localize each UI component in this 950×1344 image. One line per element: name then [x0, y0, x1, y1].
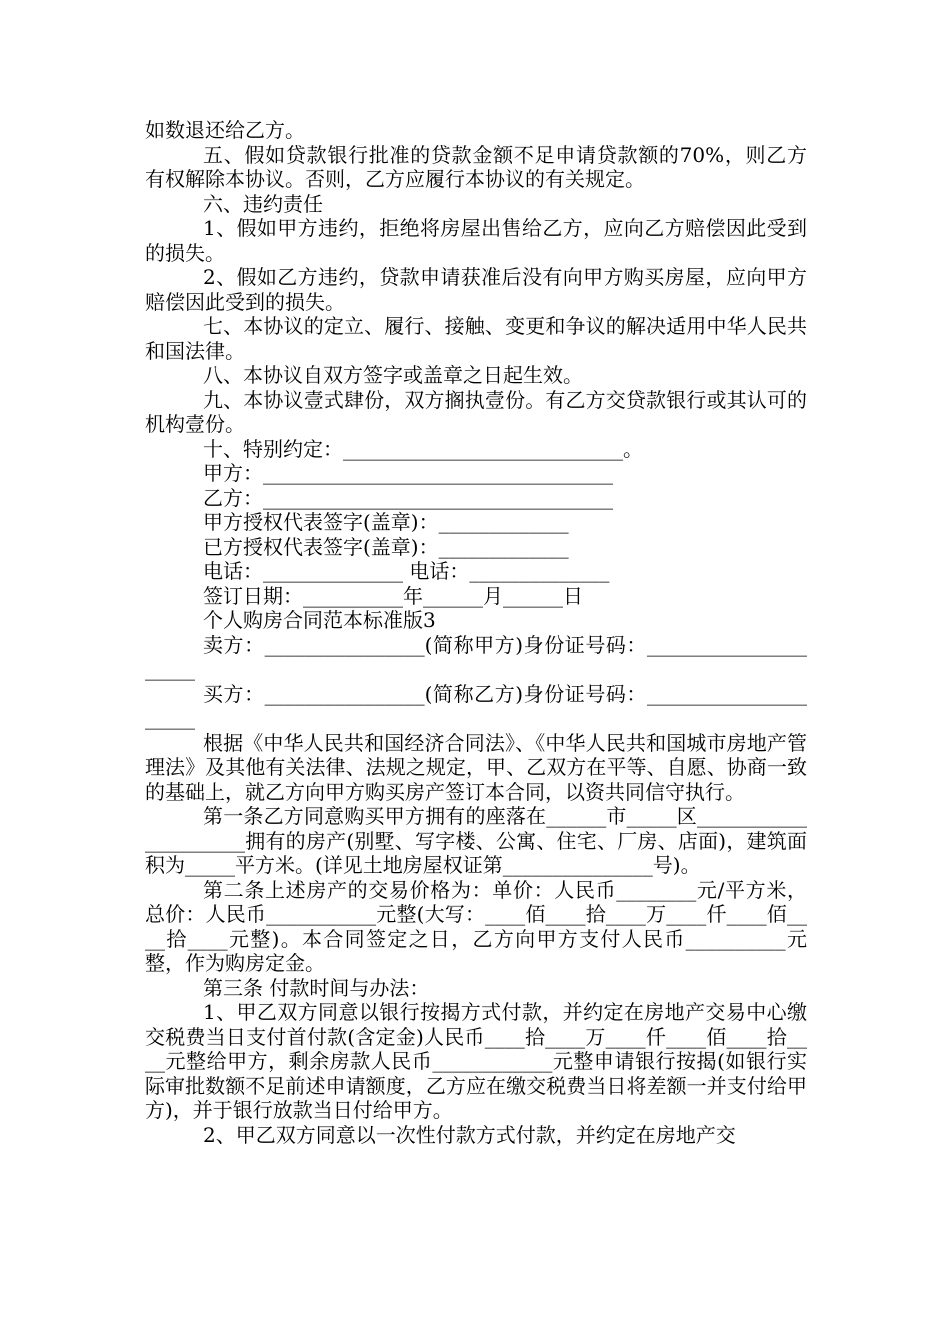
- field-party-b-signature: 已方授权代表签字(盖章)：_____________: [203, 534, 569, 559]
- paragraph-article-2: 第二条上述房产的交易价格为：单价：人民币________元/平方米，总价：人民币___________元整(大写：____佰____拾____万____仟____佰____拾____元整)。本合同签定之日，乙方向甲方支付人民币__________元整，作为购房定金。: [145, 877, 807, 975]
- field-party-b: 乙方：___________________________________: [203, 485, 613, 510]
- paragraph-preamble: 根据《中华人民共和国经济合同法》、《中华人民共和国城市房地产管理法》及其他有关法律、法规之规定，甲、乙双方在平等、自愿、协商一致的基础上，就乙方向甲方购买房产签订本合同，以资共同信守执行。: [145, 730, 807, 804]
- paragraph-clause-6-2: 2、假如乙方违约，贷款申请获准后没有向甲方购买房屋，应向甲方赔偿因此受到的损失。: [145, 265, 807, 314]
- field-buyer: 买方：________________(简称乙方)身份证号码：_____________________: [145, 681, 807, 730]
- paragraph-clause-9: 九、本协议壹式肆份，双方搁执壹份。有乙方交贷款银行或其认可的机构壹份。: [145, 387, 807, 436]
- paragraph-article-3-heading: 第三条 付款时间与办法：: [203, 975, 430, 1000]
- field-seller: 卖方：________________(简称甲方)身份证号码：_____________________: [145, 632, 807, 681]
- paragraph-article-1: 第一条乙方同意购买甲方拥有的座落在______市_____区_____________________拥有的房产(别墅、写字楼、公寓、住宅、厂房、店面)，建筑面积为_____平方米。(详见土地房屋权证第_______________号)。: [145, 804, 807, 877]
- paragraph-clause-5: 五、假如贷款银行批准的贷款金额不足申请贷款额的70%，则乙方有权解除本协议。否则，乙方应履行本协议的有关规定。: [145, 142, 807, 191]
- paragraph-clause-7: 七、本协议的定立、履行、接触、变更和争议的解决适用中华人民共和国法律。: [145, 314, 807, 363]
- field-phone: 电话：______________ 电话：______________: [203, 559, 610, 583]
- field-special-agreement: 十、特别约定：____________________________。: [203, 436, 643, 461]
- field-party-a-signature: 甲方授权代表签字(盖章)：_____________: [203, 510, 569, 534]
- paragraph-clause-6-heading: 六、违约责任: [203, 191, 323, 216]
- paragraph-article-3-1: 1、甲乙双方同意以银行按揭方式付款，并约定在房地产交易中心缴交税费当日支付首付款(含定金)人民币____拾____万____仟____佰____拾____元整给甲方，剩余房款人民币____________元整申请银行按揭(如银行实际审批数额不足前述申请额度，乙方应在缴交税费当日将差额一并支付给甲方)，并于银行放款当日付给甲方。: [145, 1000, 807, 1122]
- paragraph-refund: 如数退还给乙方。: [145, 118, 305, 142]
- paragraph-clause-6-1: 1、假如甲方违约，拒绝将房屋出售给乙方，应向乙方赔偿因此受到的损失。: [145, 216, 807, 265]
- field-party-a: 甲方：___________________________________: [203, 461, 613, 485]
- paragraph-article-3-2: 2、甲乙双方同意以一次性付款方式付款，并约定在房地产交: [203, 1122, 736, 1147]
- document-page: [145, 118, 807, 1147]
- contract-title: 个人购房合同范本标准版3: [203, 608, 436, 632]
- paragraph-clause-8: 八、本协议自双方签字或盖章之日起生效。: [203, 363, 583, 387]
- field-sign-date: 签订日期：__________年______月______日: [203, 583, 583, 608]
